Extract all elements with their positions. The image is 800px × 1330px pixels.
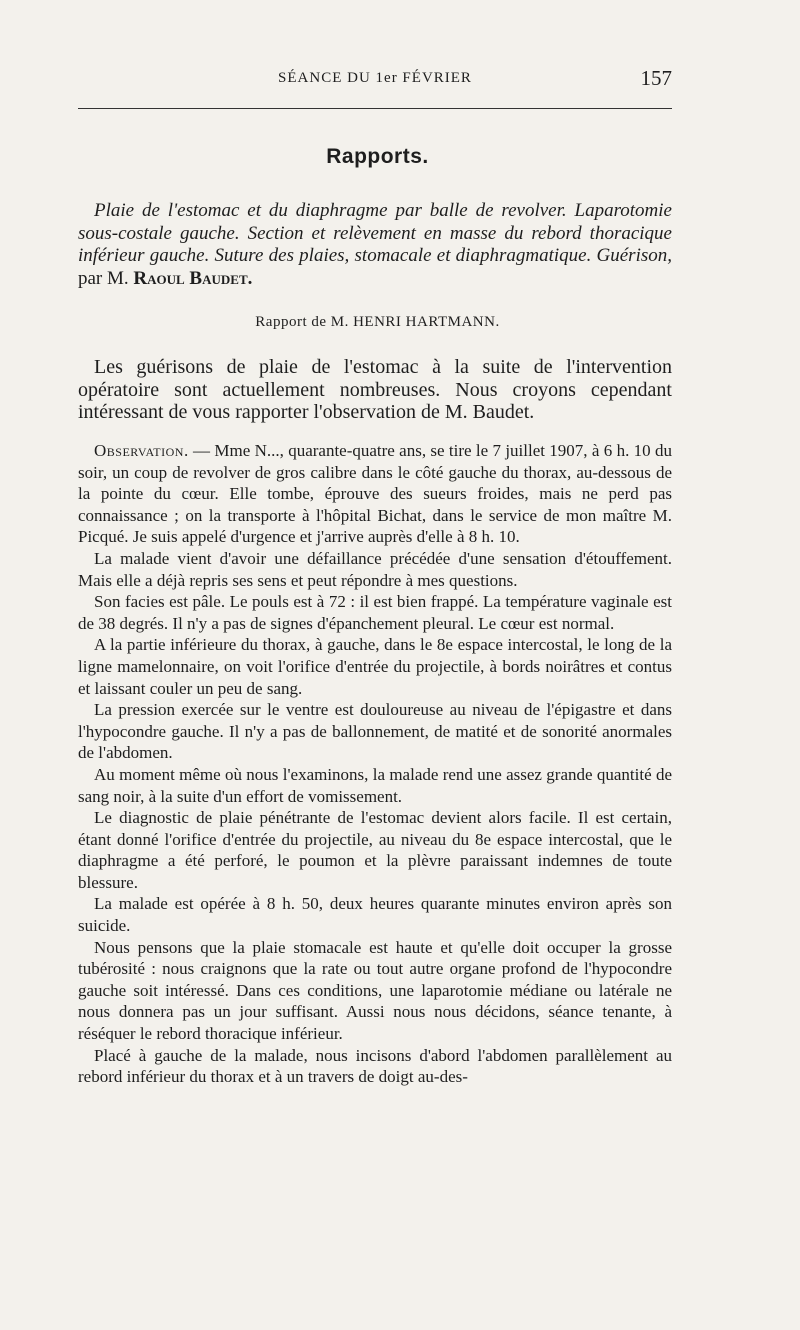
body-paragraph: Le diagnostic de plaie pénétrante de l'estomac devient alors facile. Il est certain, étant donné l'orifice d'entrée du projectile, au niveau du 8e espace intercostal, que le diaphragme a été perforé, le poumon et la plèvre paraissant indemnes de toute blessure. [78,808,672,892]
observation-text: — Mme N..., quarante-quatre ans, se tire le 7 juillet 1907, à 6 h. 10 du soir, un coup de revolver de gros calibre dans le côté gauche du thorax, au-dessous de la pointe du cœur. Elle tombe, éprouve des sueurs froides, mais ne perd pas connaissance ; on la transporte à l'hôpital Bichat, dans le service de mon maître M. Picqué. Je suis appelé d'urgence et j'arrive auprès d'elle à 8 h. 10. [78,441,673,547]
page-number: 157 [640,66,672,90]
body-paragraph: La malade vient d'avoir une défaillance précédée d'une sensation d'étouffement. Mais elle a déjà repris ses sens et peut répondre à mes questions. [78,548,672,590]
running-head [78,66,672,96]
report-byline: Rapport de M. HENRI HARTMANN. [255,314,500,330]
body-paragraph: La malade est opérée à 8 h. 50, deux heures quarante minutes environ après son suicide. [78,894,672,936]
intro-paragraph [78,356,672,424]
intro-text: Les guérisons de plaie de l'estomac à la suite de l'intervention opératoire sont actuellement nombreuses. Nous croyons cependant intéressant de vous rapporter l'observation de M. Baudet. [78,356,672,423]
body-paragraph: La pression exercée sur le ventre est douloureuse au niveau de l'épigastre et dans l'hypocondre gauche. Il n'y a pas de ballonnement, de matité et de sonorité anormales de l'abdomen. [78,700,672,763]
case-title-by: par M. [78,267,129,289]
body-paragraph: A la partie inférieure du thorax, à gauche, dans le 8e espace intercostal, le long de la ligne mamelonnaire, on voit l'orifice d'entrée du projectile, à bords noirâtres et contus et laissant couler un peu de sang. [78,635,672,698]
case-title [78,200,672,290]
header-rule [78,108,672,109]
body-paragraph: Son facies est pâle. Le pouls est à 72 : il est bien frappé. La température vaginale est de 38 degrés. Il n'y a pas de signes d'épanchement pleural. Le cœur est normal. [78,592,672,633]
observation-label: Observation. [94,441,189,460]
observation-body [78,440,672,1088]
body-paragraph: Nous pensons que la plaie stomacale est haute et qu'elle doit occuper la grosse tubérosité : nous craignons que la rate ou tout autre organe profond de l'hypocondre gauche soit intéressé. Dans ces conditions, une laparotomie médiane ou latérale ne nous donnera pas un jour suffisant. Aussi nous nous décidons, séance tenante, à réséquer le rebord thoracique inférieur. [78,937,672,1044]
observation-paragraph [78,440,672,548]
case-title-author: Raoul Baudet. [133,267,253,289]
running-title: SÉANCE DU 1er FÉVRIER [278,70,472,86]
case-title-text: Plaie de l'estomac et du diaphragme par balle de revolver. Laparotomie sous-costale gauche. Section et relèvement en masse du rebord thoracique inférieur gauche. Suture des plaies, stomacale et diaphragmatique. Guérison, [78,200,672,266]
body-paragraph: Placé à gauche de la malade, nous incisons d'abord l'abdomen parallèlement au rebord inférieur du thorax et à un travers de doigt au-des- [78,1045,672,1087]
section-title: Rapports. [326,145,429,168]
body-paragraph: Au moment même où nous l'examinons, la malade rend une assez grande quantité de sang noir, à la suite d'un effort de vomissement. [78,764,672,806]
